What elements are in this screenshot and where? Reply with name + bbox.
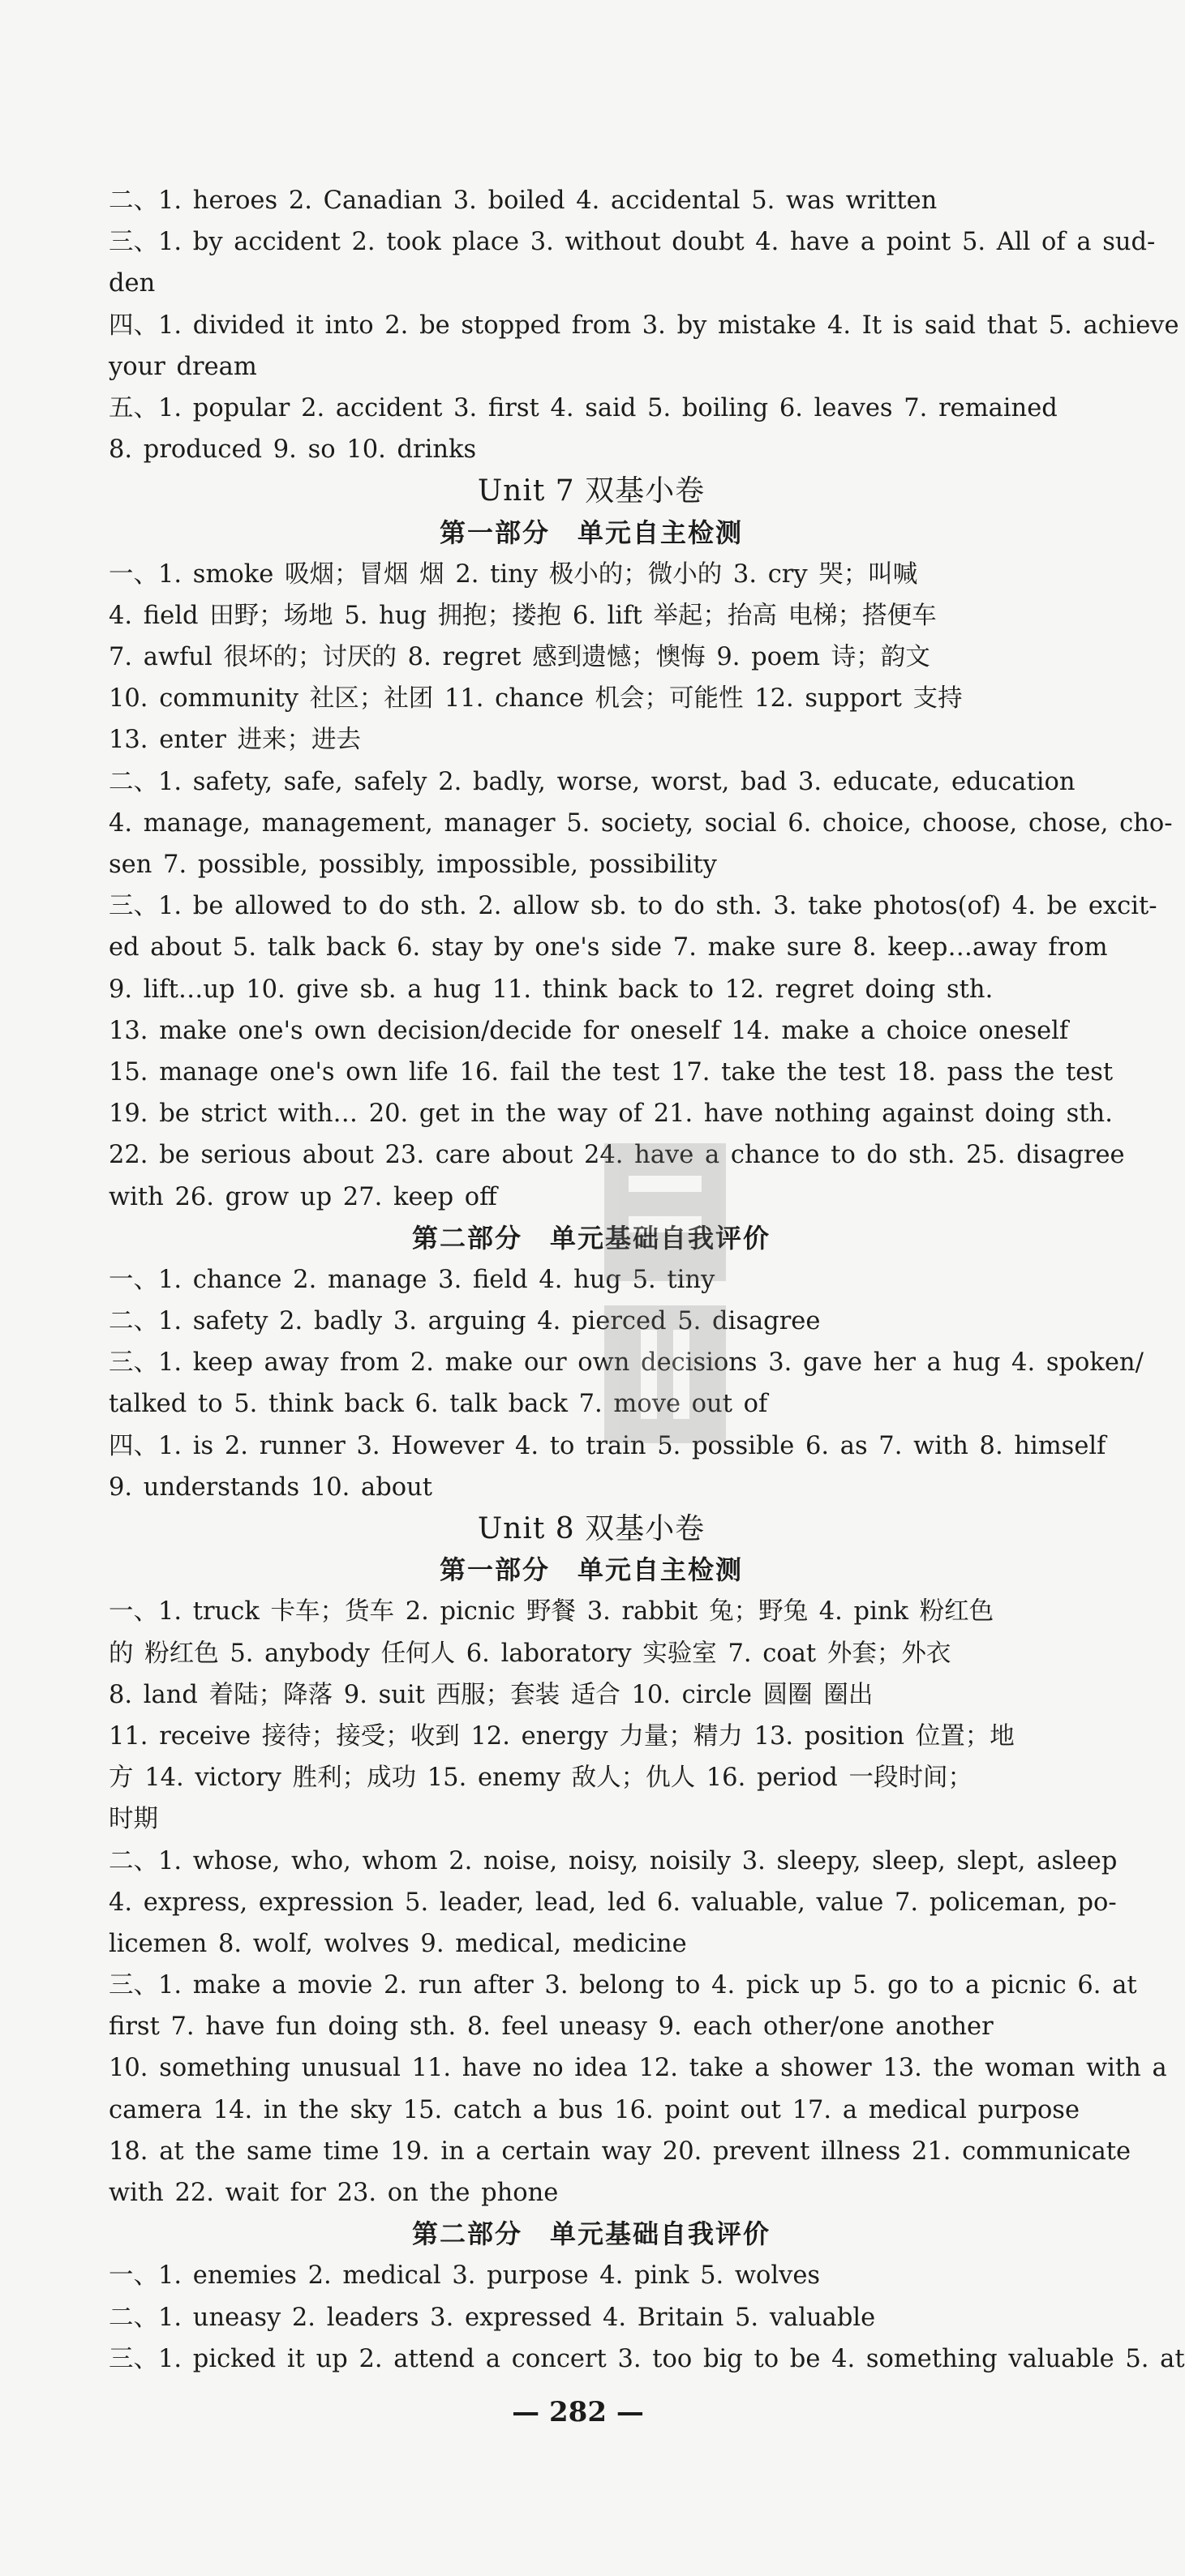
answer-line: 时期 <box>109 1805 158 1834</box>
answer-line: with 26. grow up 27. keep off <box>109 1182 497 1211</box>
answer-line: 三、1. be allowed to do sth. 2. allow sb. to do sth. 3. take photos(of) 4. be excit- <box>109 892 1157 921</box>
unit-heading: Unit 7 双基小卷 <box>477 474 706 508</box>
page-number: — 282 — <box>512 2396 644 2428</box>
answer-line: camera 14. in the sky 15. catch a bus 16. point out 17. a medical purpose <box>109 2095 1080 2124</box>
answer-line: 9. understands 10. about <box>109 1472 433 1502</box>
answer-line: 方 14. victory 胜利；成功 15. enemy 敌人；仇人 16. period 一段时间； <box>109 1764 972 1793</box>
answer-line: 一、1. enemies 2. medical 3. purpose 4. pink 5. wolves <box>109 2261 821 2291</box>
answer-line: 四、1. divided it into 2. be stopped from 3. by mistake 4. It is said that 5. achieve <box>109 311 1179 340</box>
answer-line: 15. manage one's own life 16. fail the test 17. take the test 18. pass the test <box>109 1057 1114 1087</box>
answer-line: 二、1. safety 2. badly 3. arguing 4. pierced 5. disagree <box>109 1307 821 1336</box>
answer-line: 三、1. keep away from 2. make our own decisions 3. gave her a hug 4. spoken/ <box>109 1348 1144 1378</box>
answer-line: 四、1. is 2. runner 3. However 4. to train 5. possible 6. as 7. with 8. himself <box>109 1431 1106 1460</box>
answer-line: 的 粉红色 5. anybody 任何人 6. laboratory 实验室 7. coat 外套；外衣 <box>109 1639 951 1668</box>
answer-line: 22. be serious about 23. care about 24. have a chance to do sth. 25. disagree <box>109 1141 1125 1170</box>
answer-line: 10. community 社区；社团 11. chance 机会；可能性 12. support 支持 <box>109 684 963 714</box>
answer-line: 五、1. popular 2. accident 3. first 4. said 5. boiling 6. leaves 7. remained <box>109 393 1058 422</box>
section-heading: 第二部分 单元基础自我评价 <box>411 2218 771 2250</box>
answer-line: 13. enter 进来；进去 <box>109 726 361 755</box>
answer-line: sen 7. possible, possibly, impossible, possibility <box>109 851 717 879</box>
answer-line: 二、1. heroes 2. Canadian 3. boiled 4. accidental 5. was written <box>109 186 938 215</box>
answer-line: with 22. wait for 23. on the phone <box>109 2179 559 2207</box>
answer-line: den <box>109 269 156 298</box>
answer-line: 三、1. picked it up 2. attend a concert 3. too big to be 4. something valuable 5. at <box>109 2344 1185 2373</box>
answer-line: 8. produced 9. so 10. drinks <box>109 435 477 465</box>
answer-line: 二、1. uneasy 2. leaders 3. expressed 4. Britain 5. valuable <box>109 2303 876 2332</box>
answer-line: 11. receive 接待；接受；收到 12. energy 力量；精力 13. position 位置；地 <box>109 1721 1015 1751</box>
answer-line: first 7. have fun doing sth. 8. feel uneasy 9. each other/one another <box>109 2012 994 2042</box>
answer-line: 19. be strict with… 20. get in the way of 21. have nothing against doing sth. <box>109 1099 1113 1129</box>
answer-line: 二、1. safety, safe, safely 2. badly, worse, worst, bad 3. educate, education <box>109 767 1076 796</box>
section-heading: 第一部分 单元自主检测 <box>439 516 743 548</box>
answer-line: talked to 5. think back 6. talk back 7. move out of <box>109 1390 768 1419</box>
answer-line: 三、1. make a movie 2. run after 3. belong to 4. pick up 5. go to a picnic 6. at <box>109 1971 1137 2000</box>
answer-line: 三、1. by accident 2. took place 3. without doubt 4. have a point 5. All of a sud- <box>109 228 1156 257</box>
section-heading: 第二部分 单元基础自我评价 <box>411 1222 771 1254</box>
answer-line: 8. land 着陆；降落 9. suit 西服；套装 适合 10. circle 圆圈 圈出 <box>109 1680 874 1709</box>
answer-line: 二、1. whose, who, whom 2. noise, noisy, noisily 3. sleepy, sleep, slept, asleep <box>109 1846 1118 1875</box>
answer-line: licemen 8. wolf, wolves 9. medical, medicine <box>109 1929 687 1958</box>
unit-heading: Unit 8 双基小卷 <box>477 1512 706 1545</box>
answer-line: 7. awful 很坏的；讨厌的 8. regret 感到遗憾；懊悔 9. poem 诗；韵文 <box>109 643 930 672</box>
answer-line: 4. express, expression 5. leader, lead, led 6. valuable, value 7. policeman, po- <box>109 1888 1117 1917</box>
answer-line: 18. at the same time 19. in a certain way 20. prevent illness 21. communicate <box>109 2137 1131 2166</box>
answer-line: 9. lift…up 10. give sb. a hug 11. think back to 12. regret doing sth. <box>109 975 994 1004</box>
answer-line: ed about 5. talk back 6. stay by one's side 7. make sure 8. keep…away from <box>109 933 1108 962</box>
answer-line: 10. something unusual 11. have no idea 12. take a shower 13. the woman with a <box>109 2054 1167 2083</box>
answer-line: 一、1. chance 2. manage 3. field 4. hug 5. tiny <box>109 1265 715 1294</box>
answer-line: 4. field 田野；场地 5. hug 拥抱；搂抱 6. lift 举起；抬高 电梯；搭便车 <box>109 601 937 630</box>
answer-line: 4. manage, management, manager 5. society, social 6. choice, choose, chose, cho- <box>109 808 1173 838</box>
answer-line: 一、1. truck 卡车；货车 2. picnic 野餐 3. rabbit 兔；野兔 4. pink 粉红色 <box>109 1597 994 1627</box>
answer-line: your dream <box>109 352 257 381</box>
answer-line: 13. make one's own decision/decide for oneself 14. make a choice oneself <box>109 1016 1069 1045</box>
answer-line: 一、1. smoke 吸烟；冒烟 烟 2. tiny 极小的；微小的 3. cry 哭；叫喊 <box>109 559 918 589</box>
answer-key-page <box>109 180 1185 2380</box>
section-heading: 第一部分 单元自主检测 <box>439 1554 743 1586</box>
